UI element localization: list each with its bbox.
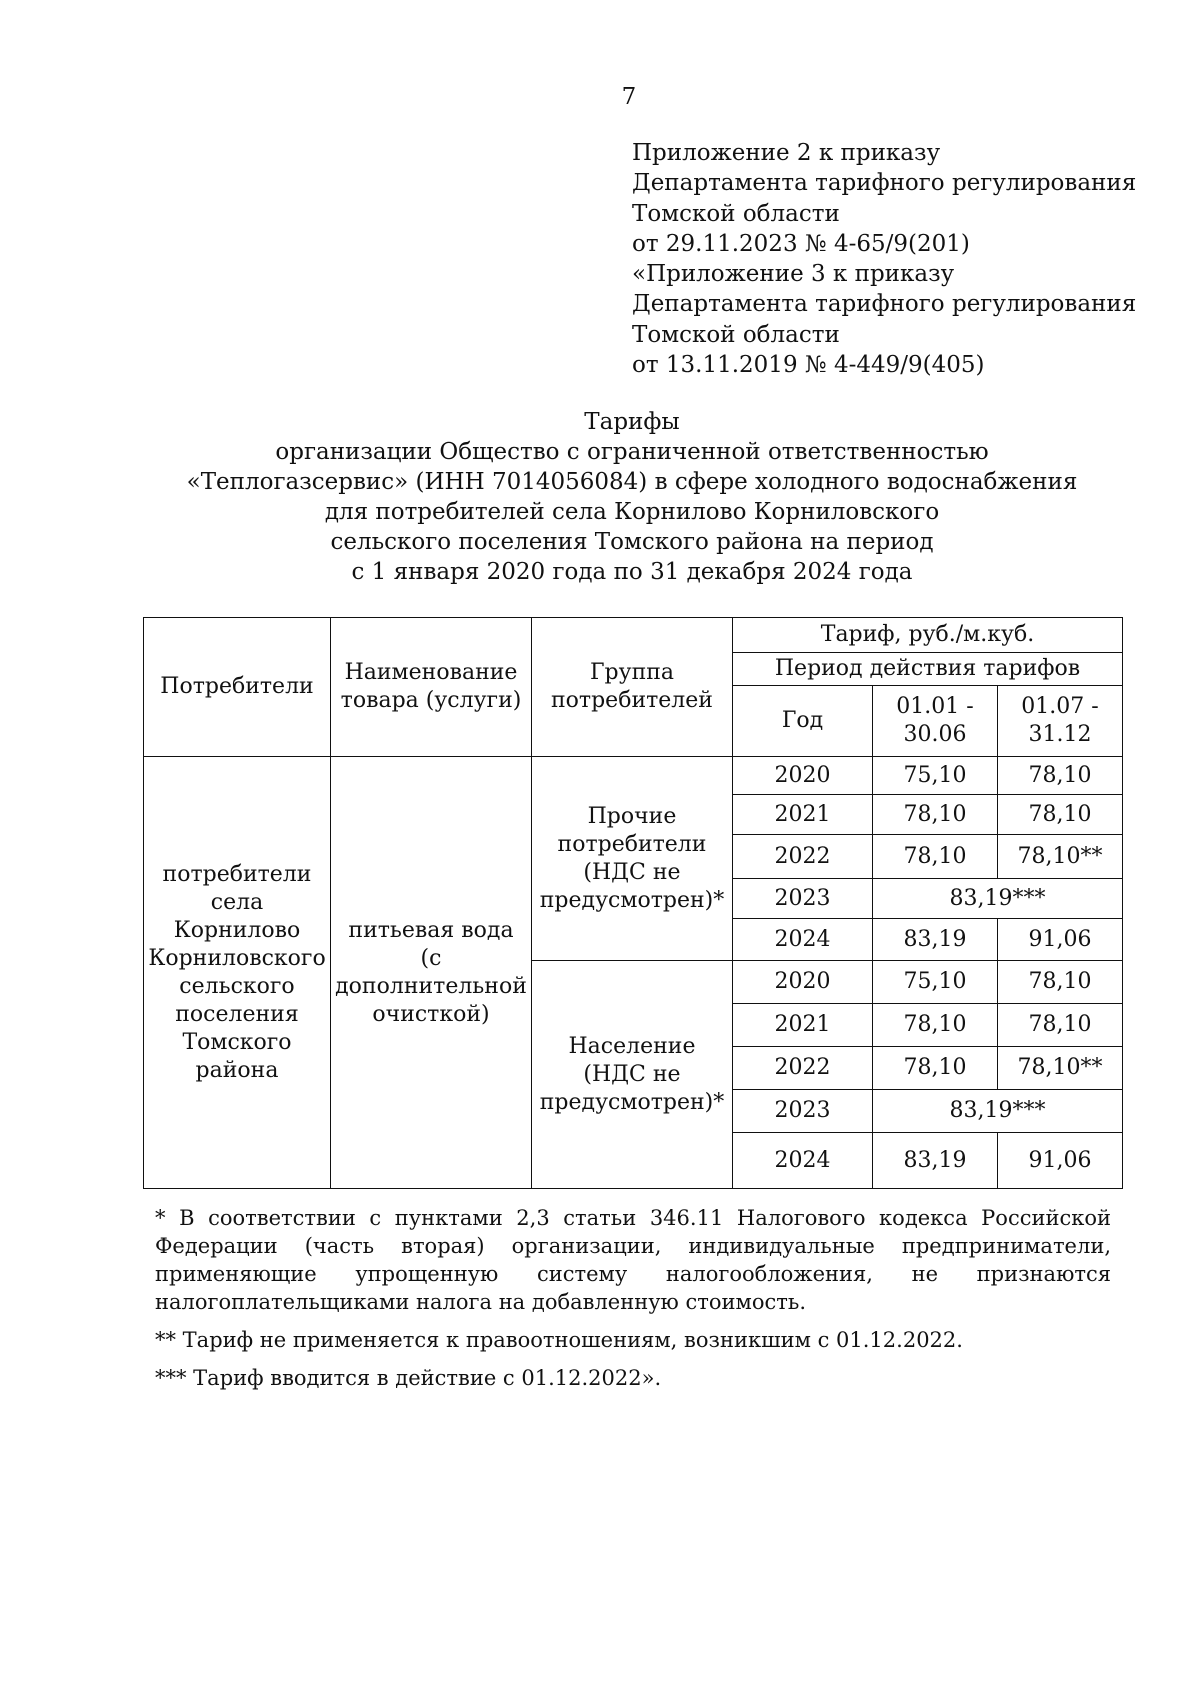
value-cell: 78,10	[998, 1004, 1123, 1047]
value-cell: 78,10**	[998, 1047, 1123, 1090]
header-year: Год	[733, 686, 873, 757]
group-cell-other: Прочие потребители (НДС не предусмотрен)*	[532, 757, 733, 961]
value-cell: 83,19	[873, 919, 998, 961]
value-cell: 78,10	[873, 1047, 998, 1090]
footnote-1: * В соответствии с пунктами 2,3 статьи 346.11 Налогового кодекса Российской Федерации (часть вторая) организации, индивидуальные предприниматели, применяющие упрощенную систему налогообложения, не признаются налогоплательщиками налога на добавленную стоимость.	[155, 1206, 1111, 1314]
appendix-block	[632, 138, 1152, 380]
value-cell: 75,10	[873, 757, 998, 795]
value-cell: 78,10**	[998, 835, 1123, 879]
tariff-table	[143, 617, 1123, 1189]
appendix-line: от 13.11.2019 № 4-449/9(405)	[632, 352, 985, 379]
footnotes	[155, 1204, 1111, 1402]
footnote-3: *** Тариф вводится в действие с 01.12.2022».	[155, 1366, 662, 1390]
consumer-cell: потребители села Корнилово Корниловского сельского поселения Томского района	[144, 757, 331, 1189]
header-consumers: Потребители	[144, 618, 331, 757]
value-cell: 78,10	[998, 961, 1123, 1004]
footnote-2: ** Тариф не применяется к правоотношениям, возникшим с 01.12.2022.	[155, 1328, 963, 1352]
page-number: 7	[621, 84, 637, 110]
title-line: «Теплогазсервис» (ИНН 7014056084) в сфере холодного водоснабжения	[186, 469, 1078, 495]
value-cell: 83,19	[873, 1133, 998, 1189]
appendix-line: Томской области	[632, 200, 840, 227]
year-cell: 2022	[733, 835, 873, 879]
header-period: Период действия тарифов	[733, 653, 1123, 686]
value-cell: 75,10	[873, 961, 998, 1004]
value-cell: 78,10	[998, 757, 1123, 795]
appendix-line: Приложение 2 к приказу	[632, 140, 941, 166]
year-cell: 2023	[733, 879, 873, 919]
year-cell: 2022	[733, 1047, 873, 1090]
header-product: Наименование товара (услуги)	[331, 618, 532, 757]
title-line: с 1 января 2020 года по 31 декабря 2024 года	[351, 559, 913, 585]
year-cell: 2020	[733, 961, 873, 1004]
year-cell: 2023	[733, 1090, 873, 1133]
value-cell: 91,06	[998, 1133, 1123, 1189]
appendix-line: Департамента тарифного регулирования	[632, 291, 1137, 318]
header-period-2: 01.07 - 31.12	[998, 686, 1123, 757]
appendix-line: «Приложение 3 к приказу	[632, 261, 955, 288]
merged-value-cell: 83,19***	[873, 1090, 1123, 1133]
appendix-line: Томской области	[632, 321, 840, 348]
header-period-1: 01.01 - 30.06	[873, 686, 998, 757]
group-cell-population: Население (НДС не предусмотрен)*	[532, 961, 733, 1189]
appendix-line: Департамента тарифного регулирования	[632, 170, 1137, 197]
title-line: Тарифы	[584, 409, 680, 435]
value-cell: 78,10	[873, 795, 998, 835]
document-title	[143, 407, 1121, 587]
title-line: сельского поселения Томского района на период	[330, 529, 934, 555]
year-cell: 2021	[733, 1004, 873, 1047]
value-cell: 78,10	[873, 835, 998, 879]
year-cell: 2024	[733, 919, 873, 961]
appendix-line: от 29.11.2023 № 4-65/9(201)	[632, 230, 970, 257]
product-cell: питьевая вода (с дополнительной очисткой)	[331, 757, 532, 1189]
value-cell: 78,10	[873, 1004, 998, 1047]
year-cell: 2024	[733, 1133, 873, 1189]
value-cell: 78,10	[998, 795, 1123, 835]
title-line: организации Общество с ограниченной ответственностью	[275, 439, 989, 465]
table-row	[144, 757, 1123, 795]
header-tariff: Тариф, руб./м.куб.	[733, 618, 1123, 653]
year-cell: 2020	[733, 757, 873, 795]
value-cell: 91,06	[998, 919, 1123, 961]
year-cell: 2021	[733, 795, 873, 835]
merged-value-cell: 83,19***	[873, 879, 1123, 919]
title-line: для потребителей села Корнилово Корниловского	[324, 499, 940, 525]
header-group: Группа потребителей	[532, 618, 733, 757]
